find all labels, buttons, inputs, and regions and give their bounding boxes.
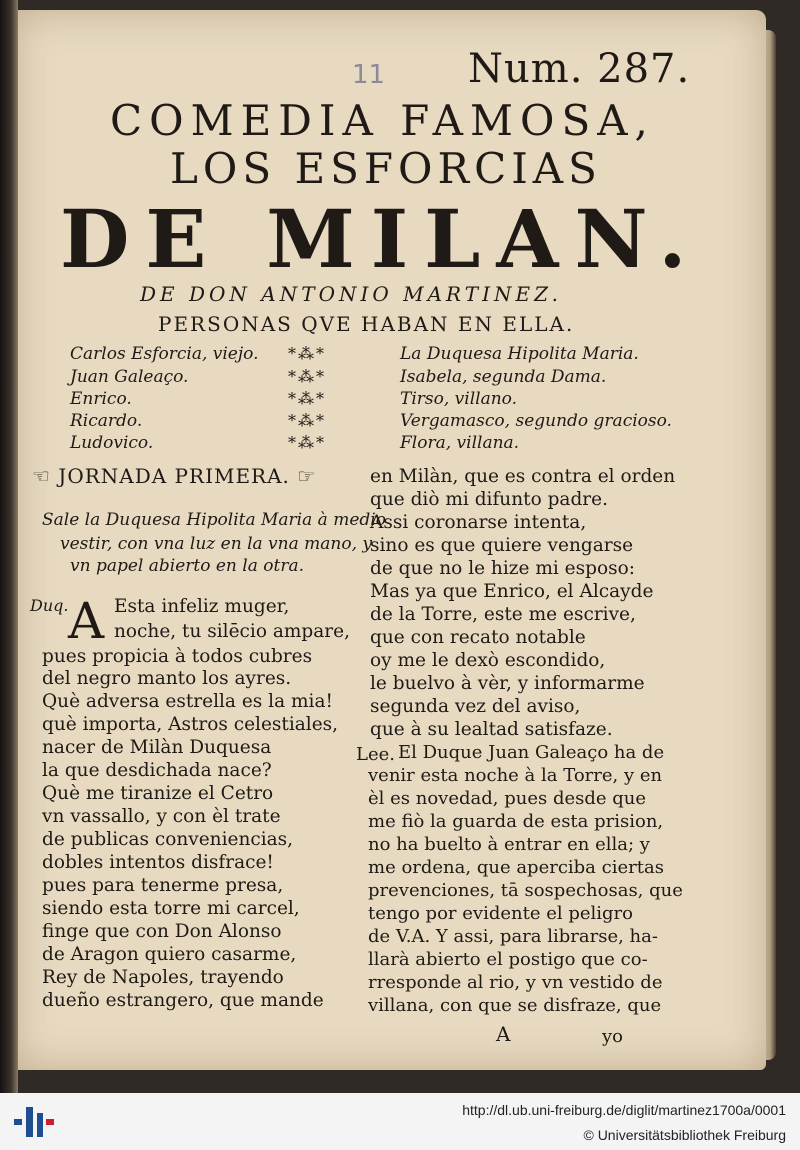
verse-line: noche, tu silēcio ampare,: [114, 621, 350, 642]
catchword: yo: [602, 1026, 624, 1047]
verse-line: de la Torre, este me escrive,: [370, 604, 636, 625]
verse-line: sino es que quiere vengarse: [370, 535, 634, 556]
cast-ornament: *⁂*: [288, 367, 326, 386]
prose-line: tengo por evidente el peligro: [368, 903, 633, 924]
cast-right-item: La Duquesa Hipolita Maria.: [400, 344, 639, 364]
cast-right-item: Tirso, villano.: [400, 389, 518, 409]
cast-right-item: Isabela, segunda Dama.: [400, 367, 607, 387]
prose-line: no ha buelto à entrar en ella; y: [368, 834, 650, 855]
verse-line: nacer de Milàn Duquesa: [42, 737, 272, 758]
signature-mark: A: [496, 1022, 511, 1046]
verse-line: le buelvo à vèr, y informarme: [370, 673, 645, 694]
verse-line: què importa, Astros celestiales,: [42, 714, 339, 735]
permalink-url[interactable]: http://dl.ub.uni-freiburg.de/diglit/martinez1700a/0001: [462, 1102, 786, 1118]
verse-line: Què adversa estrella es la mia!: [42, 691, 333, 712]
author-line: DE DON ANTONIO MARTINEZ.: [140, 282, 562, 306]
pencil-mark: 11: [352, 60, 386, 90]
verse-line: oy me le dexò escondido,: [370, 650, 606, 671]
prose-line: prevenciones, tā sospechosas, que: [368, 880, 683, 901]
cast-left-item: Juan Galeaço.: [70, 367, 189, 387]
verse-line: finge que con Don Alonso: [42, 921, 282, 942]
verse-line: en Milàn, que es contra el orden: [370, 466, 676, 487]
hand-ornament-icon: ☜: [32, 464, 59, 488]
footer-bar: [0, 1093, 800, 1150]
verse-line: Assi coronarse intenta,: [370, 512, 587, 533]
verse-line: Rey de Napoles, trayendo: [42, 967, 284, 988]
prose-line: èl es novedad, pues desde que: [368, 788, 647, 809]
jornada-heading: [32, 464, 316, 488]
stage-direction-line: Sale la Duquesa Hipolita Maria à medio: [42, 510, 386, 530]
verse-line: pues propicia à todos cubres: [42, 646, 313, 667]
verse-line: la que desdichada nace?: [42, 760, 272, 781]
title-line-2: LOS ESFORCIAS: [170, 144, 602, 193]
verse-line: Mas ya que Enrico, el Alcayde: [370, 581, 654, 602]
cast-left-item: Enrico.: [70, 389, 132, 409]
comedy-number: Num. 287.: [468, 46, 691, 92]
copyright-notice: © Universitätsbibliothek Freiburg: [583, 1127, 786, 1143]
verse-line: que à su lealtad satisfaze.: [370, 719, 613, 740]
cast-right-item: Flora, villana.: [400, 433, 520, 453]
verse-line: del negro manto los ayres.: [42, 668, 292, 689]
speaker-label: Duq.: [30, 596, 69, 615]
prose-line: El Duque Juan Galeaço ha de: [398, 742, 665, 763]
book-spine: [0, 0, 18, 1093]
prose-line: villana, con que se disfraze, que: [368, 995, 662, 1016]
personas-heading: PERSONAS QVE HABAN EN ELLA.: [158, 312, 575, 336]
title-line-1: COMEDIA FAMOSA,: [110, 96, 655, 145]
cast-ornament: *⁂*: [288, 433, 326, 452]
stage-direction-line: vestir, con vna luz en la vna mano, y: [60, 534, 373, 554]
ub-freiburg-logo-icon: [10, 1101, 54, 1143]
verse-line: dobles intentos disfrace!: [42, 852, 274, 873]
stage-direction-line: vn papel abierto en la otra.: [70, 556, 304, 576]
cast-ornament: *⁂*: [288, 411, 326, 430]
verse-line: dueño estrangero, que mande: [42, 990, 324, 1011]
verse-line: que con recato notable: [370, 627, 586, 648]
verse-line: de que no le hize mi esposo:: [370, 558, 635, 579]
verse-line: de Aragon quiero casarme,: [42, 944, 297, 965]
cast-left-item: Ricardo.: [70, 411, 143, 431]
verse-line: que diò mi difunto padre.: [370, 489, 608, 510]
cast-left-item: Ludovico.: [70, 433, 154, 453]
verse-line: Esta infeliz muger,: [114, 596, 290, 617]
prose-line: me fiò la guarda de esta prision,: [368, 811, 664, 832]
prose-line: me ordena, que aperciba ciertas: [368, 857, 664, 878]
prose-line: rresponde al rio, y vn vestido de: [368, 972, 663, 993]
cast-left-item: Carlos Esforcia, viejo.: [70, 344, 259, 364]
title-line-3: DE MILAN.: [60, 192, 703, 286]
prose-line: llarà abierto el postigo que co-: [368, 949, 648, 970]
verse-line: pues para tenerme presa,: [42, 875, 284, 896]
verse-line: segunda vez del aviso,: [370, 696, 581, 717]
jornada-label: JORNADA PRIMERA.: [58, 464, 290, 488]
prose-line: venir esta noche à la Torre, y en: [368, 765, 663, 786]
cast-ornament: *⁂*: [288, 389, 326, 408]
cast-right-item: Vergamasco, segundo gracioso.: [400, 411, 672, 431]
drop-cap: A: [68, 592, 105, 650]
verse-line: siendo esta torre mi carcel,: [42, 898, 300, 919]
speaker-label: Lee.: [356, 744, 395, 765]
verse-line: vn vassallo, y con èl trate: [42, 806, 281, 827]
verse-line: de publicas conveniencias,: [42, 829, 294, 850]
verse-line: Què me tiranize el Cetro: [42, 783, 274, 804]
cast-ornament: *⁂*: [288, 344, 326, 363]
prose-line: de V.A. Y assi, para librarse, ha-: [368, 926, 658, 947]
hand-ornament-icon: ☞: [289, 464, 317, 488]
